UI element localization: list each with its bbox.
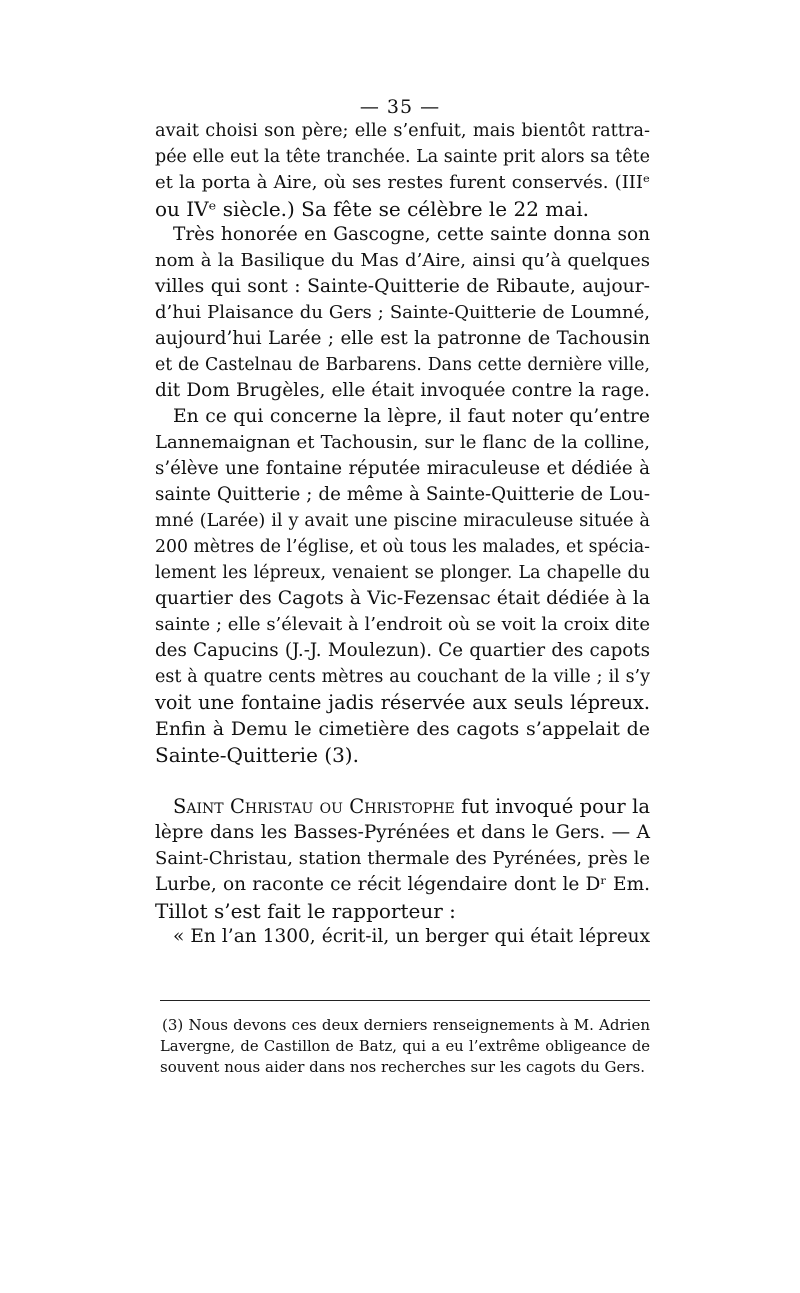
text-line: « En l’an 1300, écrit-il, un berger qui était lépreux	[173, 926, 650, 947]
text-line: nom à la Basilique du Mas d’Aire, ainsi qu’à quelques	[155, 250, 650, 271]
text-line: sainte Quitterie ; de même à Sainte-Quitterie de Lou-	[155, 484, 650, 505]
text-line: Très honorée en Gascogne, cette sainte donna son	[173, 224, 650, 245]
text-line: sainte ; elle s’élevait à l’endroit où se voit la croix dite	[155, 614, 650, 635]
text-line: lement les lépreux, venaient se plonger. La chapelle du	[155, 563, 650, 583]
text-line: quartier des Cagots à Vic-Fezensac était dédiée à la	[155, 588, 650, 609]
text-line: s’élève une fontaine réputée miraculeuse et dédiée à	[155, 458, 650, 479]
paragraph-spacer	[155, 768, 650, 794]
body-text	[155, 118, 650, 950]
text-line: voit une fontaine jadis réservée aux seuls lépreux.	[155, 691, 650, 714]
footnotes	[160, 1015, 650, 1078]
text-line: mné (Larée) il y avait une piscine miraculeuse située à	[155, 511, 650, 531]
footnote-line: Lavergne, de Castillon de Batz, qui a eu l’extrême obligeance de	[160, 1038, 650, 1055]
text-line: Lannemaignan et Tachousin, sur le flanc de la colline,	[155, 432, 650, 453]
text-line: aujourd’hui Larée ; elle est la patronne de Tachousin	[155, 328, 650, 349]
text-line: 200 mètres de l’église, et où tous les malades, et spécia-	[155, 537, 650, 557]
text-line: et la porta à Aire, où ses restes furent conservés. (IIIᵉ	[155, 172, 650, 193]
footnote-line: (3) Nous devons ces deux derniers renseignements à M. Adrien	[162, 1016, 650, 1034]
text-line: est à quatre cents mètres au couchant de la ville ; il s’y	[155, 667, 650, 687]
text-line: Enfin à Demu le cimetière des cagots s’appelait de	[155, 718, 650, 740]
text-line: lèpre dans les Basses-Pyrénées et dans le Gers. — A	[155, 822, 650, 843]
footnote-line: souvent nous aider dans nos recherches sur les cagots du Gers.	[160, 1058, 645, 1076]
page-number: — 35 —	[359, 96, 441, 118]
text-line	[155, 794, 650, 820]
text-line: Saint-Christau, station thermale des Pyrénées, près le	[155, 848, 650, 869]
text-line: et de Castelnau de Barbarens. Dans cette dernière ville,	[155, 355, 650, 375]
text-line: En ce qui concerne la lèpre, il faut noter qu’entre	[173, 406, 650, 427]
text-line: Tillot s’est fait le rapporteur :	[155, 899, 456, 923]
text-line: avait choisi son père; elle s’enfuit, mais bientôt rattra-	[155, 121, 650, 141]
footnote-rule	[160, 1000, 650, 1001]
text-line: villes qui sont : Sainte-Quitterie de Ribaute, aujour-	[155, 276, 650, 297]
text-fragment: fut invoqué pour la	[454, 795, 650, 818]
text-line: des Capucins (J.-J. Moulezun). Ce quartier des capots	[155, 640, 650, 661]
text-line: dit Dom Brugèles, elle était invoquée contre la rage.	[155, 380, 650, 401]
text-line: pée elle eut la tête tranchée. La sainte prit alors sa tête	[155, 147, 650, 167]
text-line: Lurbe, on raconte ce récit légendaire dont le Dʳ Em.	[155, 874, 650, 895]
small-caps-heading: Saint Christau ou Christophe	[173, 795, 455, 818]
text-line: Sainte-Quitterie (3).	[155, 743, 359, 767]
text-line: d’hui Plaisance du Gers ; Sainte-Quitterie de Loumné,	[155, 302, 650, 323]
text-line: ou IVᵉ siècle.) Sa fête se célèbre le 22 mai.	[155, 197, 589, 221]
